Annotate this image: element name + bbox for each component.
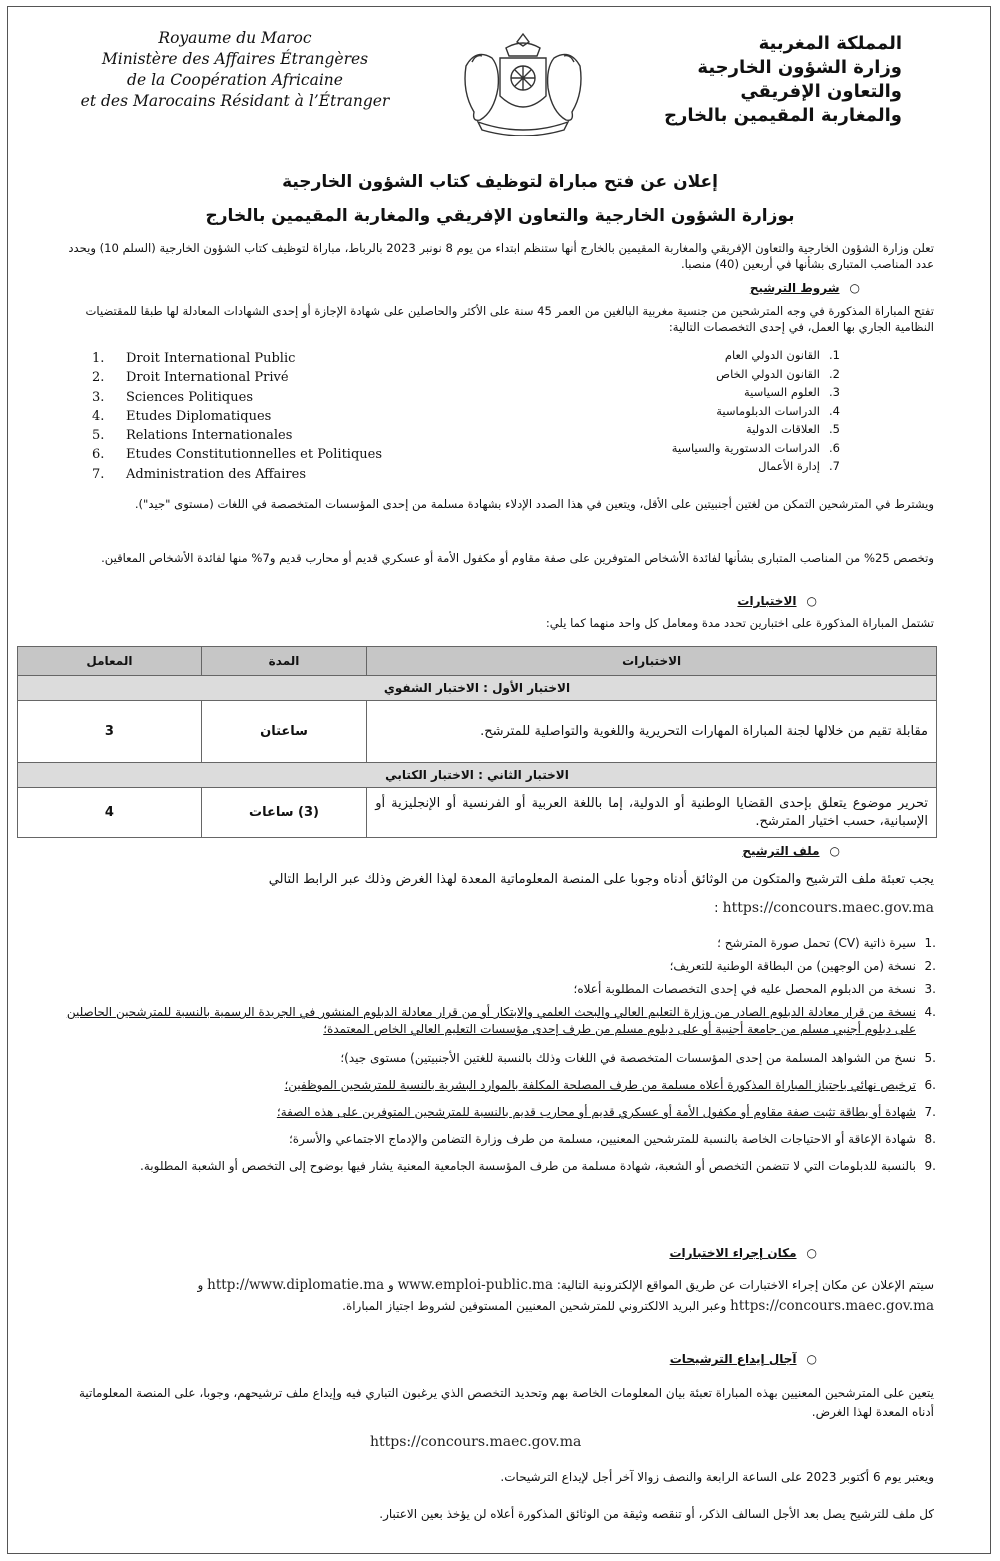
bullet-icon: ○ [806,1352,817,1366]
place-paragraph [54,1275,934,1317]
list-item: .1 سيرة ذاتية (CV) تحمل صورة المترشح ؛ [717,936,936,950]
deadline-final-date: ويعتبر يوم 6 أكتوبر 2023 على الساعة الرابعة والنصف زوالا آخر أجل لإيداع الترشيحات. [500,1470,934,1484]
file-paragraph: يجب تعبئة ملف الترشيح والمتكون من الوثائق أدناه وجوبا على المنصة المعلوماتية المعدة لهذا الغرض وذلك عبر الرابط التالي https://concours.maec.gov.ma : [268,872,934,916]
list-item: .6 ترخيص نهائي باجتياز المباراة المذكورة أعلاه مسلمة من طرف المصلحة المكلفة بالموارد البشرية بالنسبة للمترشحين الموظفين؛ [284,1078,936,1092]
list-item: 3.العلوم السياسية [744,385,840,399]
arabic-ministry-header [642,32,902,128]
documents-list [56,935,936,1181]
list-item: 5.العلاقات الدولية [745,422,840,436]
list-item: 7.إدارة الأعمال [758,459,840,473]
exams-table [17,646,937,838]
table-section-row [18,676,937,701]
list-item: 6. Etudes Constitutionnelles et Politiques [92,447,383,463]
file-heading [742,844,840,858]
deadline-heading-text: آجال إيداع الترشيحات [669,1352,797,1366]
deadline-paragraph: يتعين على المترشحين المعنيين بهذه المباراة تعبئة بيان المعلومات الخاصة بهم وتحديد التخصص الذي يرغبون التباري فيه وإيداع ملف ترشيحهم، وجوبا، على المنصة المعلوماتية أدناه المعدة لهذا الغرض. [79,1386,934,1419]
table-section-row [18,763,937,788]
section-label: الاختبار الثاني : الاختبار الكتابي [18,763,937,788]
fr-header-line: Ministère des Affaires Étrangères [101,50,369,68]
list-item: 2.القانون الدولي الخاص [716,366,840,381]
place-heading-text: مكان إجراء الاختبارات [669,1246,797,1260]
fr-header-line: et des Marocains Résidant à l’Étranger [80,92,390,110]
conditions-heading-text: شروط الترشيح [749,281,840,295]
list-item: 1. Droit International Public [92,351,296,366]
languages-paragraph: ويشترط في المترشحين التمكن من لغتين أجنبيتين على الأقل، ويتعين في هذا الصدد الإدلاء بشهادة مسلمة من إحدى المؤسسات المتخصصة في اللغات (مستوى "جيد"). [134,497,934,511]
exam-duration: (3) ساعات [201,788,366,838]
list-item: 3. Sciences Politiques [92,389,253,405]
table-row [18,788,937,838]
ar-header-line: المملكة المغربية [758,33,902,54]
list-item: .7 شهادة أو بطاقة تثبت صفة مقاوم أو مكفول الأمة أو عسكري قديم أو محارب قديم بالنسبة للمترشحين المتوفرين على هذه الصفة؛ [276,1105,936,1119]
diplomatie-link[interactable]: http://www.diplomatie.ma [207,1277,385,1293]
exam-description: تحرير موضوع يتعلق بإحدى القضايا الوطنية أو الدولية، إما باللغة العربية أو الفرنسية أو الإنجليزية أو الإسبانية، حسب اختيار المترشح. [367,788,937,838]
column-header-exam: الاختبارات [367,647,937,676]
exams-intro: تشتمل المباراة المذكورة على اختبارين تحدد مدة ومعامل كل واحد منهما كما يلي: [545,616,934,630]
ar-header-line: والتعاون الإفريقي [740,81,902,102]
exam-coefficient: 3 [18,701,202,763]
coat-of-arms-emblem [448,26,598,136]
emploi-public-link[interactable]: www.emploi-public.ma [397,1277,554,1293]
concours-link[interactable]: https://concours.maec.gov.ma [370,1434,582,1450]
list-item: 6.الدراسات الدستورية والسياسية [671,440,840,455]
arabic-specialties-list [672,346,840,476]
exam-duration: ساعتان [201,701,366,763]
and-conjunction: و [197,1278,204,1292]
conditions-paragraph: تفتح المباراة المذكورة في وجه المترشحين من جنسية مغربية البالغين من العمر 45 سنة على الأكثر والحاصلين على شهادة الإجازة أو إحدى الشهادات المعادلة لها طبقا للمقتضيات النظامية الجاري بها العمل، في إحدى التخصصات التالية: [85,304,934,334]
conditions-heading [750,281,860,295]
french-specialties-list [92,349,382,484]
exam-description: مقابلة تقيم من خلالها لجنة المباراة المهارات التحريرية واللغوية والتواصلية للمترشح. [367,701,937,763]
bullet-icon: ○ [806,1246,817,1260]
place-text: سيتم الإعلان عن مكان إجراء الاختبارات عن طريق المواقع الإلكترونية التالية: [556,1278,934,1292]
deadline-note: كل ملف للترشيح يصل بعد الأجل السالف الذكر، أو تنقصه وثيقة من الوثائق المذكورة أعلاه لن يؤخذ بعين الاعتبار. [379,1507,934,1521]
ar-header-line: وزارة الشؤون الخارجية [697,57,902,78]
list-item: .9 بالنسبة للدبلومات التي لا تتضمن التخصص أو الشعبة، شهادة مسلمة من طرف المؤسسة الجامعية المعنية يشار فيها بوضوح إلى التخصص أو الشعبة المطلوبة. [140,1159,936,1173]
section-label: الاختبار الأول : الاختبار الشفوي [18,676,937,701]
place-text-2: وعبر البريد الالكتروني للمترشحين المعنيين المستوفين لشروط اجتياز المباراة. [342,1299,727,1313]
concours-link[interactable]: https://concours.maec.gov.ma [722,900,934,916]
column-header-coefficient: المعامل [18,647,202,676]
list-item: .8 شهادة الإعاقة أو الاحتياجات الخاصة بالنسبة للمترشحين المعنيين، مسلمة من طرف وزارة التضامن والإدماج الاجتماعي والأسرة؛ [288,1132,936,1146]
exams-heading-text: الاختبارات [737,594,797,608]
announcement-subtitle: بوزارة الشؤون الخارجية والتعاون الإفريقي والمغاربة المقيمين بالخارج [205,206,795,226]
list-item: 4. Etudes Diplomatiques [92,408,272,424]
list-item: 4.الدراسات الدبلوماسية [716,403,840,418]
exams-heading [737,594,817,608]
list-item: 1.القانون الدولي العام [724,348,840,362]
table-header-row [18,647,937,676]
bullet-icon: ○ [849,281,860,295]
column-header-duration: المدة [201,647,366,676]
and-conjunction: و [387,1278,394,1292]
list-item: 2. Droit International Privé [92,370,289,386]
bullet-icon: ○ [806,594,817,608]
file-heading-text: ملف الترشيح [742,844,820,858]
deadline-heading [670,1352,817,1366]
quota-paragraph: وتخصص 25% من المناصب المتبارى بشأنها لفائدة الأشخاص المتوفرين على صفة مقاوم أو مكفول الأمة أو عسكري قديم أو محارب قديم و7% منها لفائدة الأشخاص المعاقين. [101,551,934,565]
concours-link[interactable]: https://concours.maec.gov.ma [730,1298,934,1314]
place-heading [669,1246,817,1260]
list-item: .4 نسخة من قرار معادلة الدبلوم الصادر من وزارة التعليم العالي والبحث العلمي والابتكار أو من قرار معادلة الدبلوم المنشور في الجريدة الرسمية بالنسبة للمترشحين الحاصلين على دبلوم أجنبي مسلم من جامعة أجنبية أو على دبلوم مسلم من طرف إحدى مؤسسات التعليم العالي الخاص المعتمدة؛ [66,1005,936,1036]
list-item: 7. Administration des Affaires [92,466,307,482]
list-item: 5. Relations Internationales [92,428,293,444]
intro-paragraph: تعلن وزارة الشؤون الخارجية والتعاون الإفريقي والمغاربة المقيمين بالخارج أنها ستنظم ابتداء من يوم 8 نونبر 2023 بالرباط، مباراة لتوظيف كتاب الشؤون الخارجية (السلم 10) ويحدد عدد المناصب المتبارى بشأنها في أربعين (40) منصبا. [68,241,934,271]
announcement-title: إعلان عن فتح مباراة لتوظيف كتاب الشؤون الخارجية [282,172,718,192]
table-row [18,701,937,763]
fr-header-line: de la Coopération Africaine [127,71,343,89]
fr-header-line: Royaume du Maroc [158,29,312,47]
exam-coefficient: 4 [18,788,202,838]
french-ministry-header [55,28,415,112]
ar-header-line: والمغاربة المقيمين بالخارج [664,105,902,126]
list-item: .5 نسخ من الشواهد المسلمة من إحدى المؤسسات المتخصصة في اللغات وذلك بالنسبة للغتين الأجنبيتين) مستوى جيد)؛ [340,1051,936,1065]
file-text: يجب تعبئة ملف الترشيح والمتكون من الوثائق أدناه وجوبا على المنصة المعلوماتية المعدة لهذا الغرض وذلك عبر الرابط التالي [268,872,934,887]
list-item: .3 نسخة من الدبلوم المحصل عليه في إحدى التخصصات المطلوبة أعلاه؛ [573,982,936,996]
bullet-icon: ○ [829,844,840,858]
list-item: .2 نسخة (من الوجهين) من البطاقة الوطنية للتعريف؛ [669,959,936,973]
